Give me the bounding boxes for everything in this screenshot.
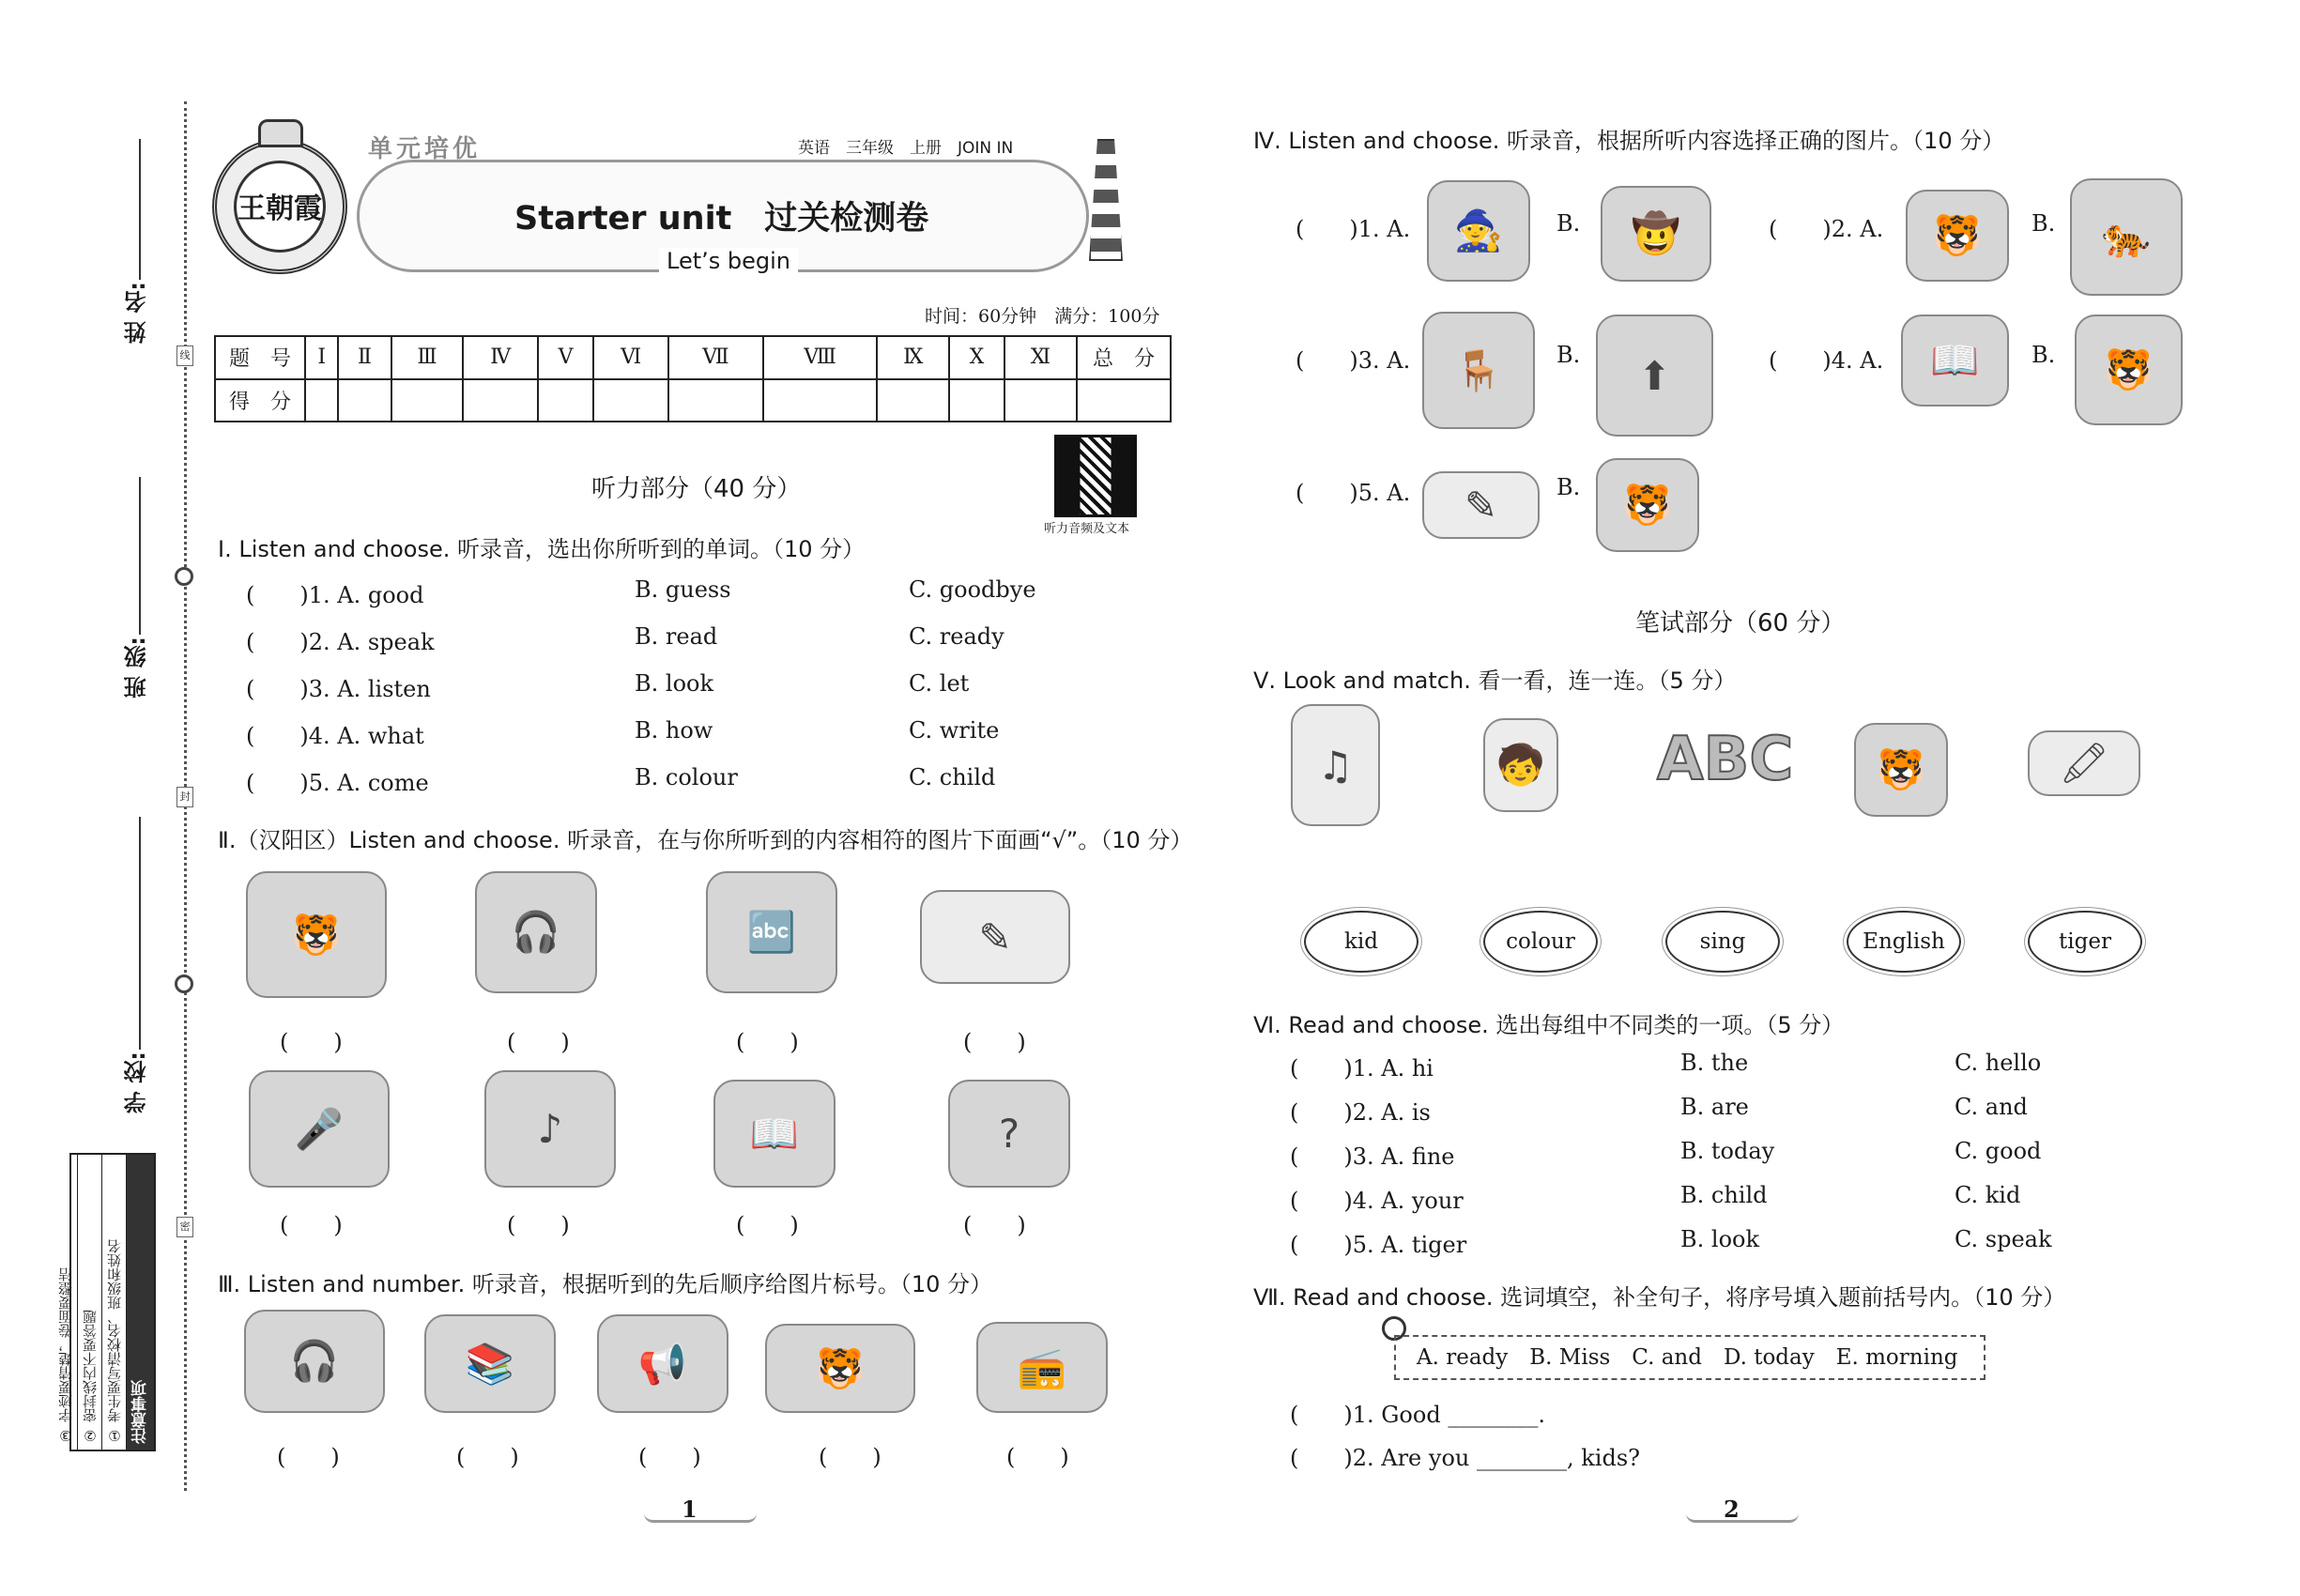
sec1-q4-b: B. how (635, 717, 713, 744)
sec7-title: Ⅶ. Read and choose. 选词填空，补全句子，将序号填入题前括号内。（10 分） (1253, 1284, 2066, 1311)
class-label: 班 级: (124, 637, 150, 698)
sec6-q1-c: C. hello (1955, 1050, 2042, 1076)
sec6-q4-b: B. child (1680, 1182, 1768, 1208)
sec6-q3-a: ( )3. A. fine (1290, 1143, 1455, 1170)
score-cell[interactable] (668, 379, 763, 422)
sec2-answer-blank[interactable]: ( ) (736, 1029, 799, 1055)
sec2-title: Ⅱ.（汉阳区）Listen and choose. 听录音，在与你所听到的内容相符的图片下面画“√”。（10 分） (218, 827, 1193, 853)
sec2-answer-blank[interactable]: ( ) (280, 1029, 343, 1055)
sec1-q3-a: ( )3. A. listen (246, 676, 431, 702)
score-header-cell: Ⅷ (763, 336, 877, 379)
sec1-q1-c: C. goodbye (909, 576, 1036, 603)
sec4-q3-label: ( )3. A. (1296, 347, 1411, 374)
score-header-cell: 总 分 (1077, 336, 1171, 379)
girl-singing-picture (1291, 704, 1380, 826)
score-cell[interactable] (877, 379, 949, 422)
qr-caption: 听力音频及文本 (1044, 522, 1130, 536)
sec6-q3-b: B. today (1680, 1138, 1775, 1164)
sec4-b-label: B. (2032, 342, 2056, 368)
tiger-icon: 🐯 (815, 1344, 866, 1391)
tiger-jump-rope-picture (246, 871, 387, 998)
score-cell[interactable] (463, 379, 537, 422)
cut-mark: 封 (176, 787, 193, 807)
page-subtitle: Let’s begin (659, 248, 798, 274)
witch-hat-icon: 🧙 (1453, 207, 1504, 253)
sec1-q3-c: C. let (909, 670, 970, 697)
tiger-sit-down-picture (1422, 312, 1535, 429)
tigers-hugging-picture (1906, 190, 2009, 282)
name-label: 姓 名: (124, 282, 150, 344)
sec4-q2-label: ( )2. A. (1769, 216, 1884, 242)
tiger-icon: 🐯 (2104, 346, 2154, 392)
abc-letters-picture: ABC (1657, 725, 1794, 794)
microphone-icon: 🎤 (294, 1105, 345, 1152)
music-note-icon: ♫ (1317, 742, 1354, 789)
series-label: 单元培优 (368, 135, 482, 163)
word-cloud-tiger[interactable]: tiger (2028, 911, 2142, 973)
crayon-icon: 🖍 (2059, 740, 2109, 786)
sec4-b-label: B. (2032, 210, 2056, 237)
book-icon: 📖 (749, 1110, 800, 1157)
sec6-q4-a: ( )4. A. your (1290, 1188, 1464, 1214)
megaphone-icon: 📢 (637, 1340, 688, 1387)
sec1-title: Ⅰ. Listen and choose. 听录音，选出你所听到的单词。（10 分） (218, 536, 866, 562)
cowboy-hat-picture (1601, 186, 1711, 282)
witch-hat-picture (1427, 180, 1530, 282)
sec6-q5-a: ( )5. A. tiger (1290, 1232, 1467, 1258)
score-table-score-row (215, 379, 1171, 422)
sec1-q4-c: C. write (909, 717, 1000, 744)
notes-box (57, 1153, 156, 1451)
tiger-abc-picture (706, 871, 837, 993)
tiger-reading-picture (713, 1080, 836, 1188)
book-icon: 📚 (465, 1340, 515, 1387)
tiger-speaker-picture (597, 1314, 728, 1413)
binding-hole (175, 567, 193, 586)
publisher-logo (212, 139, 347, 274)
cut-mark: 线 (176, 345, 193, 366)
sec4-title: Ⅳ. Listen and choose. 听录音，根据所听内容选择正确的图片。（10 分） (1253, 128, 2005, 154)
sec1-q2-a: ( )2. A. speak (246, 629, 435, 655)
sec6-q5-c: C. speak (1955, 1226, 2052, 1252)
sec6-q1-b: B. the (1680, 1050, 1749, 1076)
headphones-icon: 🎧 (289, 1338, 340, 1384)
binding-hole (175, 974, 193, 993)
written-section-title: 笔试部分（60 分） (1635, 609, 1846, 637)
up-arrow-icon: ⬆ (1637, 352, 1672, 399)
score-cell[interactable] (1004, 379, 1077, 422)
qr-code-icon[interactable] (1054, 435, 1137, 517)
sec6-q4-c: C. kid (1955, 1182, 2021, 1208)
tiger-stand-up-picture (1596, 315, 1713, 437)
sec1-q4-a: ( )4. A. what (246, 723, 424, 749)
notes-item: ① 考生要写清校名、班级和姓名 (101, 1155, 126, 1450)
book-meta: 英语 三年级 上册 JOIN IN (798, 139, 1014, 158)
question-mark-icon: ? (998, 1111, 1020, 1157)
page-number-2: 2 (1724, 1496, 1740, 1523)
sec4-q1-label: ( )1. A. (1296, 216, 1411, 242)
abc-icon: 🔤 (746, 909, 797, 955)
sec1-q5-a: ( )5. A. come (246, 770, 429, 796)
tiger-icon: 🐯 (1932, 212, 1983, 258)
sec2-answer-blank[interactable]: ( ) (963, 1029, 1026, 1055)
sec6-q1-a: ( )1. A. hi (1290, 1055, 1434, 1082)
word-cloud-colour[interactable]: colour (1483, 911, 1598, 973)
sec6-q2-b: B. are (1680, 1094, 1749, 1120)
page-title: Starter unit 过关检测卷 (514, 200, 929, 238)
chair-icon: 🪑 (1453, 346, 1504, 393)
sec6-q2-c: C. and (1955, 1094, 2028, 1120)
tiger-skipping-picture (2075, 315, 2183, 425)
sec3-answer-blank[interactable]: ( ) (819, 1444, 882, 1470)
sec6-title: Ⅵ. Read and choose. 选出每组中不同类的一项。（5 分） (1253, 1012, 1845, 1038)
score-table-header-row (215, 336, 1171, 379)
tiger-reading-book-picture (1901, 315, 2009, 407)
music-note-icon: ♪ (537, 1106, 563, 1152)
hand-writing-picture (920, 890, 1070, 984)
radio-icon: 📻 (1017, 1343, 1067, 1390)
word-cloud-english[interactable]: English (1847, 911, 1961, 973)
score-header-cell: 题 号 (215, 336, 305, 379)
tiger-book-picture (424, 1314, 556, 1413)
sec4-b-label: B. (1556, 342, 1581, 368)
lighthouse-icon (1089, 139, 1123, 261)
sec3-answer-blank[interactable]: ( ) (1006, 1444, 1069, 1470)
score-table (214, 335, 1172, 422)
score-header-cell: Ⅰ (305, 336, 338, 379)
tiger-radio-picture (976, 1322, 1108, 1413)
sec1-q5-c: C. child (909, 764, 996, 790)
sec1-q2-b: B. read (635, 623, 718, 650)
tiger-guessing-picture (948, 1080, 1070, 1188)
sec1-q3-b: B. look (635, 670, 714, 697)
score-header-cell: Ⅳ (463, 336, 537, 379)
page-number-1: 1 (682, 1496, 698, 1523)
score-header-cell: Ⅶ (668, 336, 763, 379)
score-cell[interactable] (391, 379, 464, 422)
score-header-cell: Ⅲ (391, 336, 464, 379)
name-blank (139, 139, 141, 280)
book-icon: 📖 (1930, 337, 1980, 383)
tiger-picture (1854, 723, 1948, 817)
hat-icon: 🤠 (1631, 210, 1681, 256)
sec2-answer-blank[interactable]: ( ) (963, 1212, 1026, 1238)
sec4-b-label: B. (1556, 474, 1581, 500)
class-blank (139, 477, 141, 635)
score-cell[interactable] (949, 379, 1004, 422)
sec6-q5-b: B. look (1680, 1226, 1760, 1252)
pencil-icon: ✎ (1464, 482, 1498, 529)
score-row-label: 得 分 (215, 379, 305, 422)
page-number-ornament (1686, 1513, 1799, 1523)
score-cell[interactable] (593, 379, 668, 422)
score-header-cell: Ⅸ (877, 336, 949, 379)
score-header-cell: Ⅹ (949, 336, 1004, 379)
tiger-singing-picture (484, 1070, 616, 1188)
notes-item: ② 密封线内不要答题 (77, 1155, 101, 1450)
school-label: 学 校: (124, 1051, 150, 1113)
score-header-cell: Ⅴ (538, 336, 593, 379)
tiger-speaking-picture (249, 1070, 390, 1188)
score-header-cell: Ⅱ (338, 336, 391, 379)
sec2-answer-blank[interactable]: ( ) (280, 1212, 343, 1238)
score-header-cell: Ⅵ (593, 336, 668, 379)
sec1-q5-b: B. colour (635, 764, 738, 790)
sec2-answer-blank[interactable]: ( ) (507, 1029, 570, 1055)
sec6-q3-c: C. good (1955, 1138, 2042, 1164)
tiger-icon: 🐯 (1876, 746, 1926, 792)
crown-icon (258, 119, 303, 147)
word-bank: A. ready B. Miss C. and D. today E. morning (1394, 1335, 1986, 1380)
sec3-answer-blank[interactable]: ( ) (456, 1444, 519, 1470)
word-cloud-kid[interactable]: kid (1304, 911, 1418, 973)
sec7-q1: ( )1. Good ________. (1290, 1402, 1545, 1428)
page-number-ornament (644, 1513, 757, 1523)
time-score: 时间：60分钟 满分：100分 (925, 306, 1160, 327)
hand-colouring-picture (2028, 730, 2140, 796)
score-cell[interactable] (763, 379, 877, 422)
notes-item: ③ 字迹要清楚，卷面要整洁 (57, 1267, 74, 1444)
tiger-icon: 🐯 (1622, 482, 1673, 528)
tiger-icon: 🐅 (2101, 213, 2152, 260)
sec2-answer-blank[interactable]: ( ) (507, 1212, 570, 1238)
boy-face-picture (1483, 718, 1558, 812)
tigers-pair-picture (765, 1324, 915, 1413)
sec5-title: Ⅴ. Look and match. 看一看，连一连。（5 分） (1253, 668, 1737, 694)
notes-title: 注意事项 (126, 1155, 154, 1450)
tiger-headphones-picture (475, 871, 597, 993)
sec4-b-label: B. (1556, 210, 1581, 237)
word-cloud-sing[interactable]: sing (1665, 911, 1780, 973)
sec1-q1-b: B. guess (635, 576, 731, 603)
logo-text: 王朝霞 (234, 161, 326, 253)
score-cell[interactable] (1077, 379, 1171, 422)
school-blank (139, 817, 141, 1050)
tiger-dancing-picture (2070, 178, 2183, 296)
score-cell[interactable] (538, 379, 593, 422)
sec3-title: Ⅲ. Listen and number. 听录音，根据听到的先后顺序给图片标号。（10 分） (218, 1271, 993, 1297)
child-icon: 🧒 (1495, 742, 1546, 788)
score-header-cell: Ⅺ (1004, 336, 1077, 379)
pencil-icon: ✎ (978, 913, 1012, 960)
sec2-answer-blank[interactable]: ( ) (736, 1212, 799, 1238)
cut-mark: 密 (176, 1217, 193, 1237)
sec4-q5-label: ( )5. A. (1296, 480, 1411, 506)
tiger-face-picture (1596, 458, 1699, 552)
headphones-icon: 🎧 (511, 909, 561, 955)
sec3-answer-blank[interactable]: ( ) (277, 1444, 340, 1470)
sec1-q1-a: ( )1. A. good (246, 582, 424, 608)
score-cell[interactable] (305, 379, 338, 422)
tiger-headphones-listening-picture (244, 1310, 385, 1413)
sec1-q2-c: C. ready (909, 623, 1004, 650)
score-cell[interactable] (338, 379, 391, 422)
sec4-q4-label: ( )4. A. (1769, 347, 1884, 374)
hand-writing-picture (1422, 471, 1540, 539)
tiger-icon: 🐯 (291, 911, 342, 958)
sec6-q2-a: ( )2. A. is (1290, 1099, 1431, 1126)
sec7-q2: ( )2. Are you ________, kids? (1290, 1445, 1641, 1471)
listening-section-title: 听力部分（40 分） (591, 475, 802, 503)
sec3-answer-blank[interactable]: ( ) (638, 1444, 701, 1470)
